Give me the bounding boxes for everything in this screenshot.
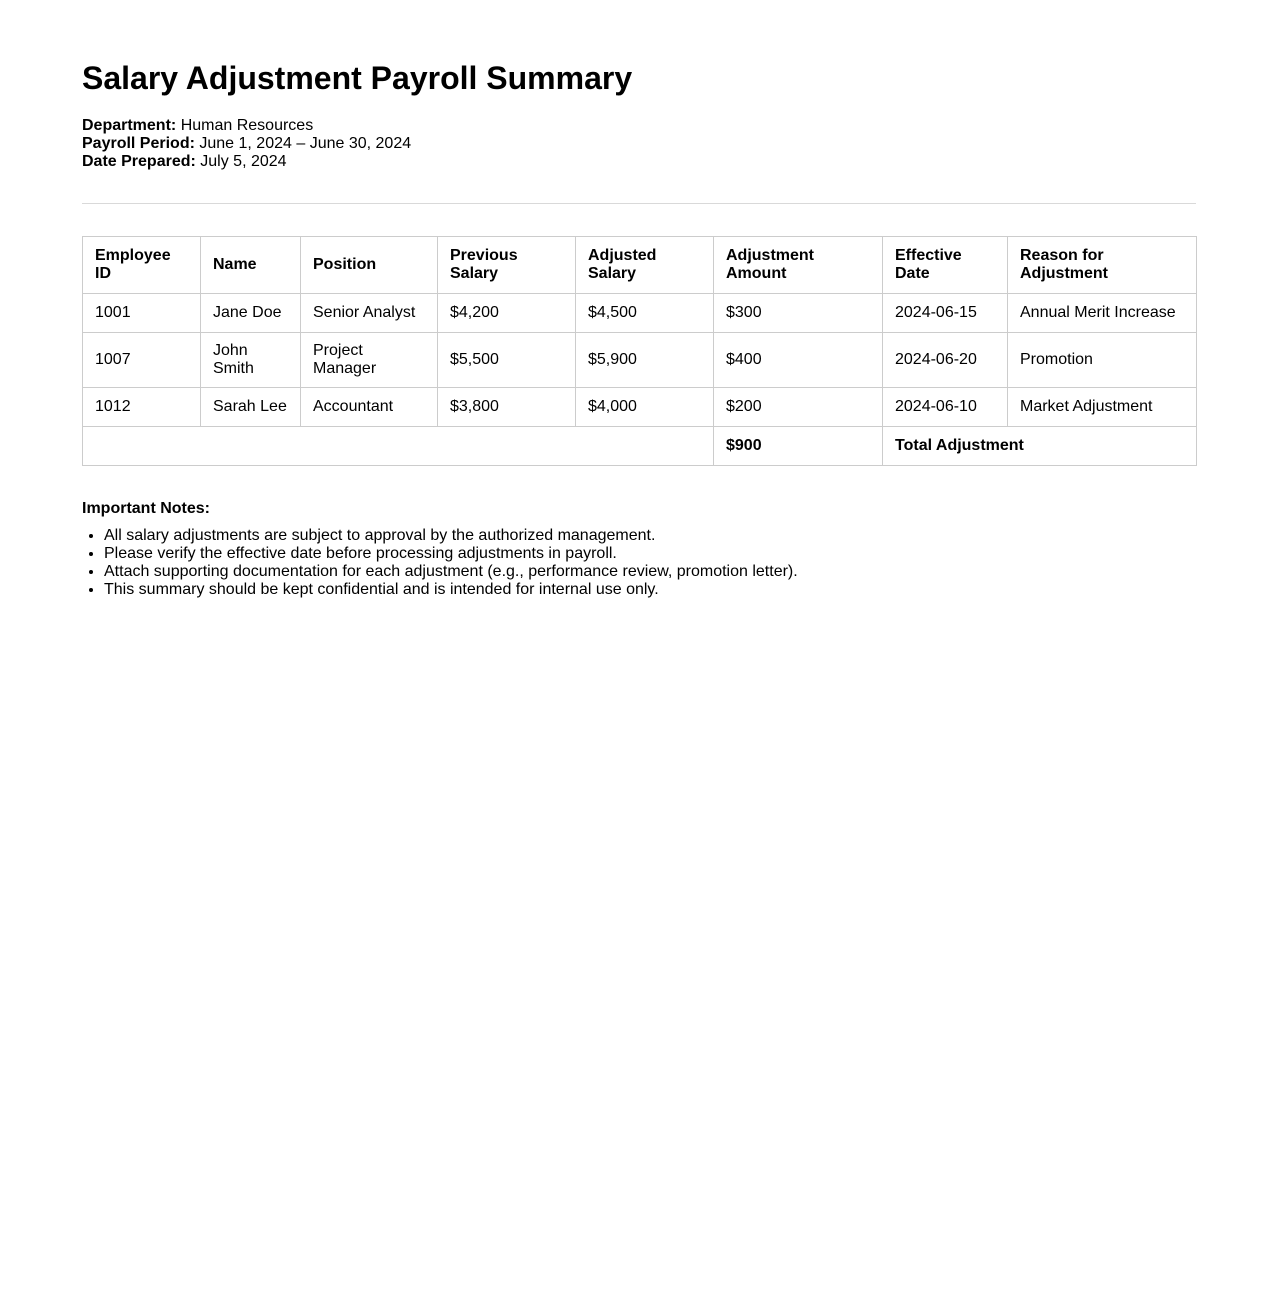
total-row (83, 427, 1197, 466)
cell-position: Accountant (301, 388, 438, 427)
document-meta (82, 117, 1196, 171)
page-title: Salary Adjustment Payroll Summary (82, 60, 633, 96)
cell-employee-id: 1007 (83, 333, 201, 388)
header-adjustment-amount: Adjustment Amount (714, 237, 883, 294)
cell-name: Jane Doe (201, 294, 301, 333)
header-previous-salary: Previous Salary (438, 237, 576, 294)
total-amount: $900 (714, 427, 883, 466)
notes-list (82, 527, 1196, 599)
cell-previous-salary: $5,500 (438, 333, 576, 388)
cell-position: Project Manager (301, 333, 438, 388)
meta-date-prepared-label: Date Prepared: (82, 153, 196, 170)
list-item: • Please verify the effective date before processing adjustments in payroll. (104, 545, 1196, 563)
meta-date-prepared (82, 153, 1196, 171)
meta-payroll-period-label: Payroll Period: (82, 135, 195, 152)
meta-date-prepared-value: July 5, 2024 (200, 153, 287, 170)
header-name: Name (201, 237, 301, 294)
meta-payroll-period-value: June 1, 2024 – June 30, 2024 (199, 135, 412, 152)
list-item: • Attach supporting documentation for each adjustment (e.g., performance review, promotion letter). (104, 563, 1196, 581)
section-divider (82, 203, 1196, 204)
salary-adjustment-table (82, 236, 1197, 466)
cell-previous-salary: $3,800 (438, 388, 576, 427)
cell-effective-date: 2024-06-15 (883, 294, 1008, 333)
cell-position: Senior Analyst (301, 294, 438, 333)
cell-adjusted-salary: $4,000 (576, 388, 714, 427)
table-header-row (83, 237, 1197, 294)
meta-department-value: Human Resources (180, 117, 314, 134)
list-item: • This summary should be kept confidential and is intended for internal use only. (104, 581, 1196, 599)
cell-employee-id: 1001 (83, 294, 201, 333)
cell-adjustment-amount: $300 (714, 294, 883, 333)
notes-title: Important Notes: (82, 500, 210, 517)
table-row (83, 294, 1197, 333)
list-item: • All salary adjustments are subject to approval by the authorized management. (104, 527, 1196, 545)
header-adjusted-salary: Adjusted Salary (576, 237, 714, 294)
cell-adjustment-amount: $200 (714, 388, 883, 427)
cell-previous-salary: $4,200 (438, 294, 576, 333)
total-spacer-cell (83, 427, 714, 466)
cell-effective-date: 2024-06-20 (883, 333, 1008, 388)
cell-employee-id: 1012 (83, 388, 201, 427)
cell-name: Sarah Lee (201, 388, 301, 427)
table-row (83, 333, 1197, 388)
meta-payroll-period (82, 135, 1196, 153)
cell-adjusted-salary: $4,500 (576, 294, 714, 333)
cell-name: John Smith (201, 333, 301, 388)
header-reason: Reason for Adjustment (1008, 237, 1197, 294)
meta-department (82, 117, 1196, 135)
header-employee-id: Employee ID (83, 237, 201, 294)
header-effective-date: Effective Date (883, 237, 1008, 294)
cell-adjustment-amount: $400 (714, 333, 883, 388)
payroll-summary-document (82, 60, 1196, 599)
cell-reason: Annual Merit Increase (1008, 294, 1197, 333)
meta-department-label: Department: (82, 117, 177, 134)
total-label: Total Adjustment (883, 427, 1197, 466)
table-row (83, 388, 1197, 427)
cell-reason: Market Adjustment (1008, 388, 1197, 427)
cell-adjusted-salary: $5,900 (576, 333, 714, 388)
header-position: Position (301, 237, 438, 294)
cell-reason: Promotion (1008, 333, 1197, 388)
cell-effective-date: 2024-06-10 (883, 388, 1008, 427)
